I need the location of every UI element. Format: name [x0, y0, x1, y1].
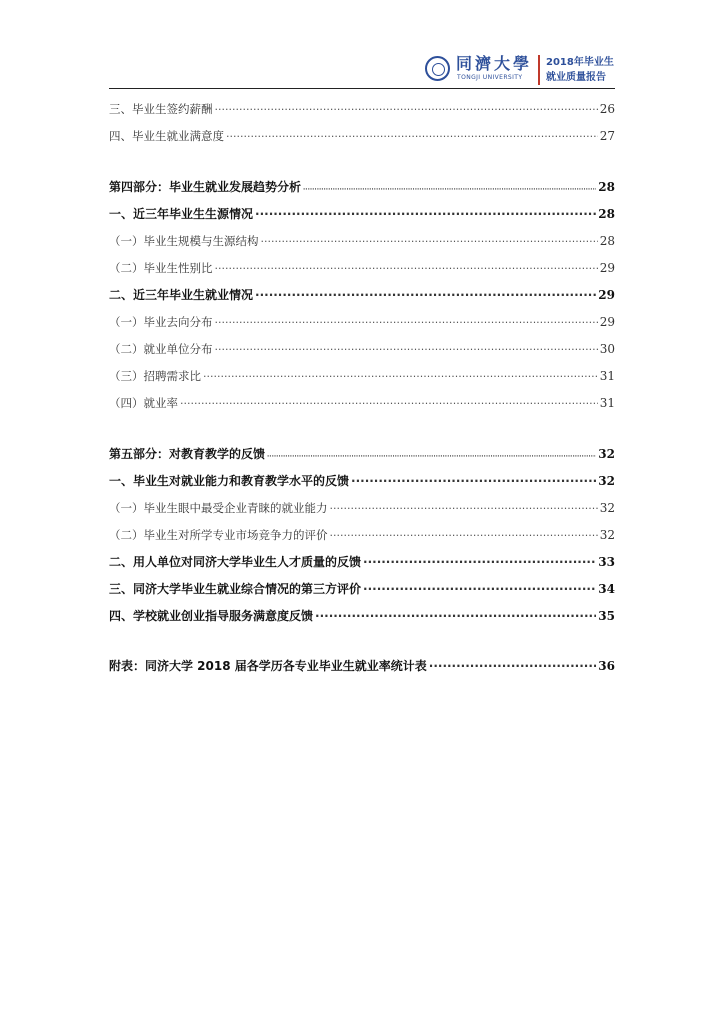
toc-entry-page: 27 — [599, 129, 615, 143]
report-title-line1: 2018年毕业生 — [546, 57, 614, 68]
toc-entry-page: 30 — [599, 342, 615, 356]
dot-leader — [215, 309, 598, 336]
toc-entry-page: 29 — [598, 288, 615, 302]
table-of-contents — [109, 96, 615, 680]
header-divider — [538, 55, 540, 85]
dot-leader — [203, 363, 598, 390]
toc-entry-label: 二、近三年毕业生就业情况 — [109, 288, 254, 302]
toc-appendix-label: 附表：同济大学 2018 届各学历各专业毕业生就业率统计表 — [109, 659, 427, 673]
toc-entry-page: 28 — [599, 234, 615, 248]
toc-part-page: 28 — [598, 180, 615, 194]
toc-entry[interactable] — [109, 468, 615, 495]
toc-entry[interactable] — [109, 228, 615, 255]
dot-leader — [261, 228, 598, 255]
toc-entry[interactable] — [109, 123, 615, 150]
toc-entry-page: 34 — [598, 582, 615, 596]
toc-entry-page: 28 — [598, 207, 615, 221]
toc-entry[interactable] — [109, 495, 615, 522]
toc-entry[interactable] — [109, 309, 615, 336]
toc-entry[interactable] — [109, 390, 615, 417]
toc-entry-label: 三、同济大学毕业生就业综合情况的第三方评价 — [109, 582, 362, 596]
toc-part-label: 第四部分：毕业生就业发展趋势分析 — [109, 180, 302, 194]
dot-leader — [180, 390, 598, 417]
toc-part-heading[interactable] — [109, 174, 615, 201]
toc-entry-label: 一、毕业生对就业能力和教育教学水平的反馈 — [109, 474, 350, 488]
toc-entry[interactable] — [109, 201, 615, 228]
dot-leader — [255, 201, 596, 228]
toc-entry-page: 26 — [599, 102, 615, 116]
dot-leader — [363, 576, 596, 603]
toc-entry-label: （二）毕业生性别比 — [109, 261, 213, 275]
toc-entry-label: 三、毕业生签约薪酬 — [109, 102, 213, 116]
toc-entry-page: 29 — [599, 315, 615, 329]
toc-entry-page: 33 — [598, 555, 615, 569]
toc-entry[interactable] — [109, 363, 615, 390]
toc-part-heading[interactable] — [109, 441, 615, 468]
toc-entry-label: （二）就业单位分布 — [109, 342, 213, 356]
toc-entry-page: 29 — [599, 261, 615, 275]
report-title — [546, 55, 624, 85]
dot-leader — [330, 522, 598, 549]
toc-entry[interactable] — [109, 549, 615, 576]
toc-entry-page: 31 — [599, 369, 615, 383]
toc-entry[interactable] — [109, 576, 615, 603]
dot-leader — [351, 468, 596, 495]
dot-leader — [363, 549, 596, 576]
toc-entry-page: 35 — [598, 609, 615, 623]
dot-leader — [315, 603, 596, 630]
dot-leader — [429, 653, 597, 680]
spacer — [109, 630, 615, 653]
dot-leader — [226, 123, 598, 150]
dot-leader — [330, 495, 598, 522]
dot-leader — [215, 96, 598, 123]
toc-entry-page: 32 — [599, 501, 615, 515]
toc-entry-label: （一）毕业生规模与生源结构 — [109, 234, 259, 248]
dot-leader — [303, 176, 596, 201]
page-header — [0, 0, 724, 90]
report-title-line2: 就业质量报告 — [546, 72, 606, 83]
spacer — [109, 150, 615, 174]
toc-entry-page: 32 — [599, 528, 615, 542]
toc-entry[interactable] — [109, 603, 615, 630]
toc-part-label: 第五部分：对教育教学的反馈 — [109, 447, 266, 461]
dot-leader — [255, 282, 596, 309]
toc-entry[interactable] — [109, 255, 615, 282]
dot-leader — [215, 336, 598, 363]
toc-part-page: 32 — [598, 447, 615, 461]
toc-entry[interactable] — [109, 522, 615, 549]
toc-entry[interactable] — [109, 336, 615, 363]
toc-entry-label: （二）毕业生对所学专业市场竞争力的评价 — [109, 528, 328, 542]
header-rule — [109, 88, 615, 89]
toc-entry-label: 四、毕业生就业满意度 — [109, 129, 224, 143]
university-seal-icon — [425, 56, 450, 81]
dot-leader — [215, 255, 598, 282]
toc-entry-label: （三）招聘需求比 — [109, 369, 201, 383]
toc-entry-label: （四）就业率 — [109, 396, 178, 410]
spacer — [109, 417, 615, 441]
toc-appendix-page: 36 — [598, 659, 615, 673]
university-name-cn: 同濟大學 — [456, 54, 533, 73]
toc-entry-label: （一）毕业生眼中最受企业青睐的就业能力 — [109, 501, 328, 515]
toc-entry-page: 32 — [598, 474, 615, 488]
toc-entry[interactable] — [109, 96, 615, 123]
toc-entry-page: 31 — [599, 396, 615, 410]
dot-leader — [267, 443, 596, 468]
university-name-en: TONGJI UNIVERSITY — [457, 74, 523, 81]
toc-entry-label: 四、学校就业创业指导服务满意度反馈 — [109, 609, 314, 623]
toc-entry-label: （一）毕业去向分布 — [109, 315, 213, 329]
toc-appendix[interactable] — [109, 653, 615, 680]
toc-entry-label: 二、用人单位对同济大学毕业生人才质量的反馈 — [109, 555, 362, 569]
toc-entry-label: 一、近三年毕业生生源情况 — [109, 207, 254, 221]
toc-entry[interactable] — [109, 282, 615, 309]
